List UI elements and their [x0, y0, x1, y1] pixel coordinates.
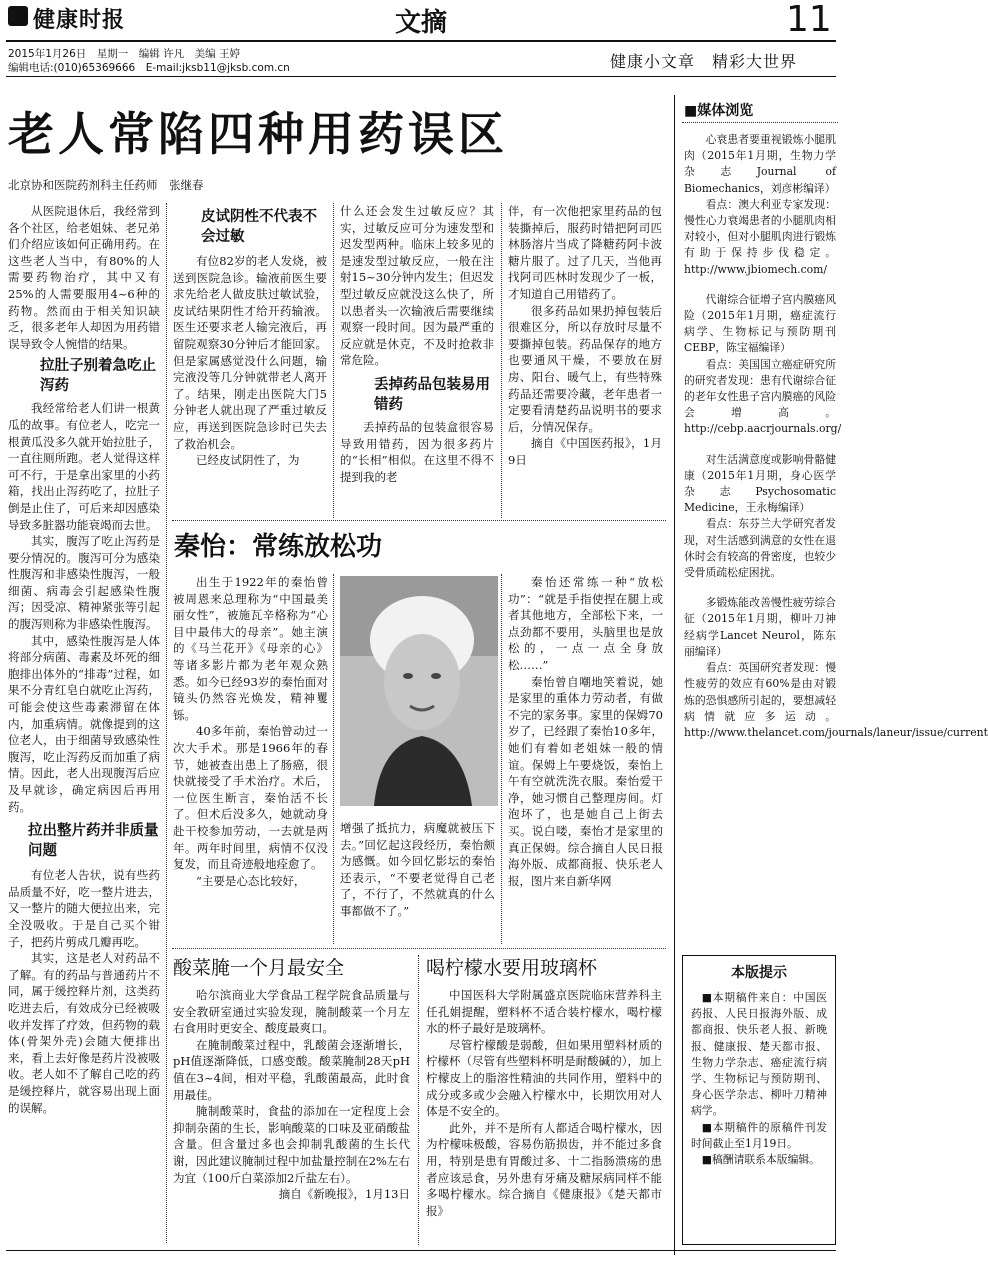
subheading: 皮试阴性不代表不会过敏 — [201, 209, 317, 245]
sidebar-divider — [674, 95, 675, 1255]
paragraph: 很多药品如果扔掉包装后很难区分，所以存放时尽量不要撕掉包装。药品保存的地方也要通风干燥，不要放在厨房、阳台、暖气上，有些特殊药品还需要冷藏，老年患者一定要看清楚药品说明书的要求后，分情况保存。 — [508, 303, 662, 434]
masthead-logo: 健康时报 — [33, 7, 126, 33]
notice-box — [682, 955, 836, 1245]
paragraph: 我经常给老人们讲一根黄瓜的故事。有位老人，吃完一根黄瓜没多久就开始拉肚子，一直往厕所跑。老人觉得这样可不行，于是拿出家里的小药箱，找出止泻药吃了，拉肚子倒是止住了，可后来却因感染导致多脏器功能衰竭而去世。 — [8, 401, 160, 532]
dateline: 2015年1月26日 星期一 编辑 许凡 美编 王婷 — [8, 48, 240, 60]
column-divider — [166, 203, 167, 1243]
media-item-body: 看点：东芬兰大学研究者发现，对生活感到满意的女性在退休时会有较高的骨密度，也较少受骨质疏松症困扰。 — [684, 517, 836, 580]
pickle-title: 酸菜腌一个月最安全 — [173, 957, 345, 979]
paragraph: 增强了抵抗力，病魔就被压下去。”回忆起这段经历，秦怡颇为感慨。如今回忆影坛的秦怡还表示，“不要老觉得自己老了，不行了，不然就真的什么事都做不了。” — [340, 821, 495, 918]
paragraph: 有位老人告状，说有些药品质量不好，吃一整片进去，又一整片的随大便拉出来，完全没吸收。于是自己买个钳子，把药片剪成几瓣再吃。 — [8, 868, 160, 949]
portrait-illustration — [340, 576, 498, 806]
column-divider — [501, 574, 502, 944]
paragraph: 从医院退休后，我经常到各个社区，给老姐妹、老兄弟们介绍应该如何正确用药。在这些老人当中，有80%的人需要药物治疗，其中又有25%的人需要服用4~6种的药物。然而由于相关知识缺乏，很多老年人却因为用药错误导致令人惋惜的结果。 — [8, 204, 160, 351]
paragraph: 其实，腹泻了吃止泻药是要分情况的。腹泻可分为感染性腹泻和非感染性腹泻，一般细菌、病毒会引起感染性腹泻；因受凉、精神紧张等引起的腹泻则称为非感染性腹泻。 — [8, 534, 160, 632]
section-divider — [172, 520, 666, 521]
paragraph: 其中，感染性腹泻是人体将部分病菌、毒素及坏死的细胞排出体外的“排毒”过程，如果不分青红皂白就吃止泻药，可能会使这些毒素滞留在体内，加重病情。就像提到的这位老人，由于细菌导致感染性腹泻，吃止泻药反而加重了病情。因此，老人出现腹泻后应及早就诊，确定病因后再用药。 — [8, 633, 160, 814]
subheading: 丢掉药品包装易用错药 — [374, 376, 490, 413]
main-column-3 — [340, 203, 494, 485]
page-number: 11 — [786, 0, 832, 40]
column-divider — [418, 955, 419, 1245]
pickle-body — [173, 987, 410, 1203]
qin-portrait — [340, 576, 498, 806]
paragraph: 哈尔滨商业大学食品工程学院食品质量与安全教研室通过实验发现，腌制酸菜一个月左右食用时更安全、酸度最爽口。 — [173, 988, 410, 1036]
paragraph: 此外，并不是所有人都适合喝柠檬水，因为柠檬味极酸，容易伤筋损齿，并不能过多食用，特别是患有胃酸过多、十二指肠溃疡的患者应该忌食，另外患有牙痛及糖尿病同样不能多喝柠檬水。综合摘自《健康报》《楚天都市报》 — [426, 1120, 662, 1218]
notice-paragraph: ■本期稿件的原稿件刊发时间截止至1月19日。 — [691, 1120, 827, 1150]
article-source: 摘自《新晚报》，1月13日 — [278, 1187, 410, 1202]
paragraph: 秦怡还常练一种“放松功”：“就是手指使捏在腿上或者其他地方，全部松下来，一点劲都不要用，头脑里也是放松的，一点一点全身放松……” — [508, 575, 663, 672]
notice-title: 本版提示 — [731, 965, 787, 981]
section-divider — [172, 948, 666, 949]
qin-column-1 — [173, 574, 328, 889]
paragraph: 在腌制酸菜过程中，乳酸菌会逐渐增长，pH值逐渐降低，口感变酸。酸菜腌制28天pH值在3~4间，相对平稳，乳酸菌最高，此时食用最佳。 — [173, 1037, 410, 1102]
paragraph: 尽管柠檬酸是弱酸，但如果用塑料材质的柠檬杯（尽管有些塑料杯明是耐酸碱的），加上柠檬皮上的脂溶性精油的共同作用，塑料中的成分或多或少会融入柠檬水中，长期饮用对人体是不安全的。 — [426, 1037, 662, 1119]
column-divider — [333, 203, 334, 518]
media-item-title: 代谢综合征增子宫内膜癌风险（2015年1月期，癌症流行病学、生物标记与预防期刊CEBP，陈宝福编译） — [684, 292, 836, 355]
paragraph: 已经皮试阴性了，为 — [196, 453, 300, 468]
main-column-2 — [173, 207, 327, 469]
paragraph: 40多年前，秦怡曾动过一次大手术。那是1966年的春节，她被查出患上了肠癌，很快就接受了手术治疗。术后，一位医生断言，秦怡活不长了。但术后没多久，她就动身赴干校参加劳动，一去就是两年。两年时间里，病情不仅没复发，而且奇迹般地痊愈了。 — [173, 724, 328, 872]
qin-title: 秦怡：常练放松功 — [174, 532, 383, 562]
lemon-title: 喝柠檬水要用玻璃杯 — [426, 957, 598, 979]
paragraph: 伴，有一次他把家里药品的包装撕掉后，服药时错把阿司匹林肠溶片当成了降糖药阿卡波糖片服了。过了几天，当他再找阿司匹林时发现少了一板，才知道自己用错药了。 — [508, 204, 662, 301]
masthead — [0, 0, 844, 76]
media-item-title: 心衰患者要重视锻炼小腿肌肉（2015年1月期，生物力学杂志Journal of Biomechanics，刘彦彬编译） — [684, 133, 836, 195]
paragraph: 腌制酸菜时，食盐的添加在一定程度上会抑制杂菌的生长，影响酸菜的口味及亚硝酸盐含量。但含量过多也会抑制乳酸菌的生长代谢，因此建议腌制过程中加盐量控制在2%左右为宜（100斤白菜添加2斤盐左右）。 — [173, 1104, 410, 1185]
media-item-title: 多锻炼能改善慢性疲劳综合征（2015年1月期，柳叶刀神经病学Lancet Neurol，陈东丽编译） — [684, 596, 836, 658]
column-divider — [333, 574, 334, 944]
footer-rule — [6, 1250, 836, 1251]
paragraph: 什么还会发生过敏反应？其实，过敏反应可分为速发型和迟发型两种。临床上较多见的是速发型过敏反应，一般在注射15~30分钟内发生；但迟发型过敏反应就没这么快了，所以患者头一次输液后需要继续观察一段时间。因为最严重的反应就是休克，不及时抢救非常危险。 — [340, 204, 494, 368]
slogan: 健康小文章 精彩大世界 — [610, 52, 798, 71]
main-column-1 — [8, 203, 160, 1116]
lemon-body — [426, 987, 662, 1219]
media-header-rule — [682, 122, 838, 123]
qin-column-2 — [340, 820, 495, 920]
subheading: 拉肚子别着急吃止泻药 — [40, 358, 156, 395]
masthead-rule-bottom — [6, 76, 836, 77]
main-column-4 — [508, 203, 662, 469]
media-list — [684, 132, 988, 741]
paragraph: 丢掉药品的包装盒很容易导致用错药，因为很多药片的“长相”相似。在这里不得不提到我的老 — [340, 419, 494, 484]
media-item-body: 看点：英国研究者发现：慢性疲劳的效应有60%是由对锻炼的恐惧感所引起的，要想减轻病情就应多运动。http://www.thelancet.com/journals/laneur/issue/current — [684, 661, 988, 739]
paragraph: 有位82岁的老人发烧，被送到医院急诊。输液前医生要求先给老人做皮肤过敏试验，皮试结果阴性才给开药输液。医生还要求老人输完液后，再留院观察30分钟后才能回家。但是家属感觉没什么问题，输完液没等几分钟就带老人离开了。结果，刚走出医院大门5分钟老人就出现了严重过敏反应，再送到医院急诊时已失去了救治机会。 — [173, 254, 327, 451]
media-item-title: 对生活满意度或影响骨骼健康（2015年1月期，身心医学杂志Psychosomatic Medicine，王永梅编译） — [684, 452, 836, 515]
logo-icon — [8, 6, 28, 26]
notice-paragraph: ■本期稿件来自：中国医药报、人民日报海外版、成都商报、快乐老人报、新晚报、健康报、楚天都市报、生物力学杂志、癌症流行病学、生物标记与预防期刊、身心医学杂志、柳叶刀精神病学。 — [691, 991, 827, 1118]
qin-column-3 — [508, 574, 663, 889]
subheading: 拉出整片药并非质量问题 — [28, 823, 159, 860]
paragraph: 出生于1922年的秦怡曾被周恩来总理称为“中国最美丽女性”，被施瓦辛格称为“心目中最伟大的母亲”。她主演的《马兰花开》《母亲的心》等诸多影片都为老年观众熟悉。如今已经93岁的秦怡面对镜头仍然容光焕发，精神矍铄。 — [173, 575, 328, 722]
paragraph: 其实，这是老人对药品不了解。有的药品与普通药片不同，属于缓控释片剂，这类药吃进去后，有效成分已经被吸收并发挥了疗效，但药物的载体(骨架外壳)会随大便排出来，看上去好像是药片没被吸收。老人如不了解自己吃的药是缓控释片，就容易出现上面的误解。 — [8, 951, 160, 1115]
section-title: 文摘 — [395, 8, 448, 38]
paragraph: 秦怡曾自嘲地笑着说，她是家里的重体力劳动者，有做不完的家务事。家里的保姆70岁了，已经跟了秦怡10多年，她们有着如老姐妹一般的情谊。保姆上午要烧饭，秦怡上午有空就洗洗衣服。秦怡爱干净，她习惯自己整理房间。灯泡坏了，也是她自己上街去买。说白喽，秦怡才是家里的真正保姆。综合摘自人民日报海外版、成都商报、快乐老人报，图片来自新华网 — [508, 674, 663, 888]
article-byline: 北京协和医院药剂科主任药师 张继春 — [8, 178, 204, 192]
paragraph: “主要是心态比较好， — [196, 873, 306, 888]
article-source: 摘自《中国医药报》，1月9日 — [508, 436, 662, 467]
media-item-body: 看点：澳大利亚专家发现：慢性心力衰竭患者的小腿肌肉相对较小，但对小腿肌肉进行锻炼有助于保持步伐稳定。http://www.jbiomech.com/ — [684, 197, 836, 276]
article-title: 老人常陷四种用药误区 — [8, 107, 508, 161]
media-header: ■媒体浏览 — [684, 103, 754, 119]
media-item-body: 看点：美国国立癌症研究所的研究者发现：患有代谢综合征的老年女性患子宫内膜癌的风险会增高。http://cebp.aacrjournals.org/ — [684, 357, 842, 436]
notice-paragraph: ■稿酬请联系本版编辑。 — [701, 1153, 820, 1167]
masthead-rule — [6, 40, 836, 42]
paragraph: 中国医科大学附属盛京医院临床营养科主任孔娟提醒，塑料杯不适合装柠檬水，喝柠檬水的杯子最好是玻璃杯。 — [426, 988, 662, 1036]
column-divider — [501, 203, 502, 518]
contact-line: 编辑电话:(010)65369666 E-mail:jksb11@jksb.com.cn — [8, 62, 290, 74]
